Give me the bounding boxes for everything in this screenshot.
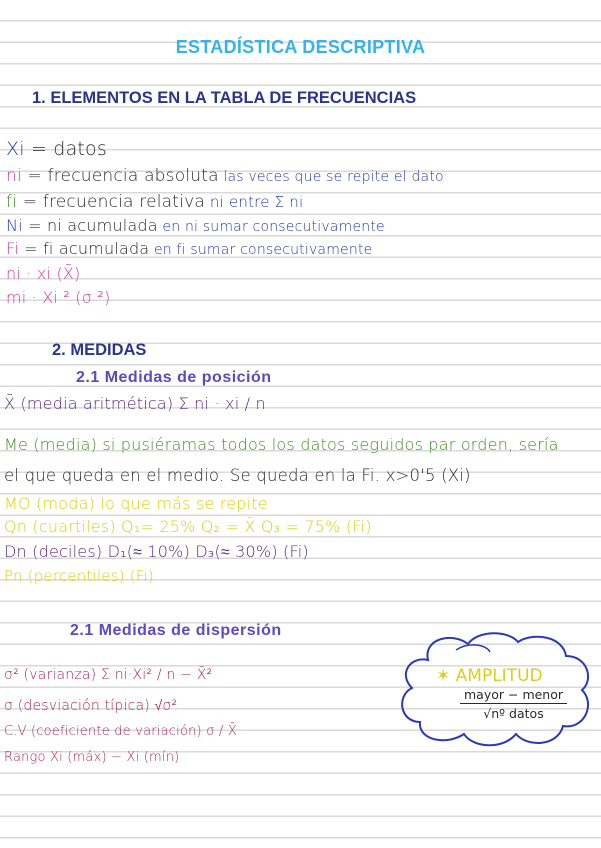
std-deviation-line: σ (desviación típica) √σ² bbox=[4, 698, 178, 714]
def-text: = frecuencia absoluta bbox=[21, 166, 219, 186]
symbol-ni: ni bbox=[6, 166, 22, 186]
amplitude-formula bbox=[460, 687, 567, 721]
range-line: Rango Xi (máx) − Xi (mín) bbox=[4, 750, 180, 765]
symbol-fi: fi bbox=[6, 192, 18, 212]
amplitude-numerator: mayor − menor bbox=[460, 687, 567, 704]
def-line-Fi bbox=[6, 241, 372, 257]
formula-variance-product: mi · Xi ² (σ ²) bbox=[6, 288, 111, 307]
median-line-2: el que queda en el medio. Se queda en la Fi. x>0'5 (Xi) bbox=[4, 466, 471, 485]
section-1-heading: 1. ELEMENTOS EN LA TABLA DE FRECUENCIAS bbox=[32, 89, 417, 107]
page-title: ESTADÍSTICA DESCRIPTIVA bbox=[175, 37, 426, 57]
amplitude-denominator: √nº datos bbox=[483, 706, 544, 721]
def-line-fi bbox=[6, 194, 303, 211]
def-text: = ni acumulada bbox=[22, 216, 158, 235]
median-line-1: Me (media) si pusiéramas todos los datos seguidos par orden, sería bbox=[4, 435, 559, 454]
section-2-heading: 2. MEDIDAS bbox=[52, 341, 147, 359]
def-note: en fi sumar consecutivamente bbox=[149, 242, 373, 258]
dispersion-measures-heading: 2.1 Medidas de dispersión bbox=[70, 622, 282, 639]
def-line-ni bbox=[6, 168, 444, 185]
def-note: en ni sumar consecutivamente bbox=[157, 219, 385, 235]
symbol-Ni: Ni bbox=[6, 216, 23, 235]
position-measures-heading: 2.1 Medidas de posición bbox=[76, 369, 272, 386]
coef-variation-line: C.V (coeficiente de variación) σ / X̄ bbox=[4, 724, 237, 739]
variance-line: σ² (varianza) Σ ni·Xi² / n − X̄² bbox=[4, 667, 213, 683]
def-line-xi bbox=[6, 140, 107, 159]
def-note: ni entre Σ ni bbox=[204, 193, 304, 211]
amplitude-label: ✶ AMPLITUD bbox=[436, 666, 543, 686]
quartiles-line: Qn (cuartiles) Q₁= 25% Q₂ = X̄ Q₃ = 75% (Fi) bbox=[4, 517, 372, 536]
def-line-Ni bbox=[6, 218, 385, 234]
percentiles-line: Pn (percentiles) (Fi) bbox=[4, 567, 154, 585]
symbol-xi: Xi bbox=[6, 138, 25, 160]
mean-line: X̄ (media aritmética) Σ ni · xi / n bbox=[4, 394, 266, 413]
formula-mean-product: ni · xi (X̄) bbox=[6, 264, 81, 283]
symbol-Fi: Fi bbox=[6, 239, 19, 258]
deciles-line: Dn (deciles) D₁(≈ 10%) D₃(≈ 30%) (Fi) bbox=[4, 542, 309, 561]
amplitude-cloud bbox=[398, 630, 594, 750]
mode-line: MO (moda) lo que más se repite bbox=[4, 494, 268, 513]
def-text: = datos bbox=[24, 138, 107, 160]
def-text: = frecuencia relativa bbox=[17, 192, 205, 212]
def-note: las veces que se repite el dato bbox=[218, 169, 444, 185]
def-text: = fi acumulada bbox=[18, 239, 150, 258]
